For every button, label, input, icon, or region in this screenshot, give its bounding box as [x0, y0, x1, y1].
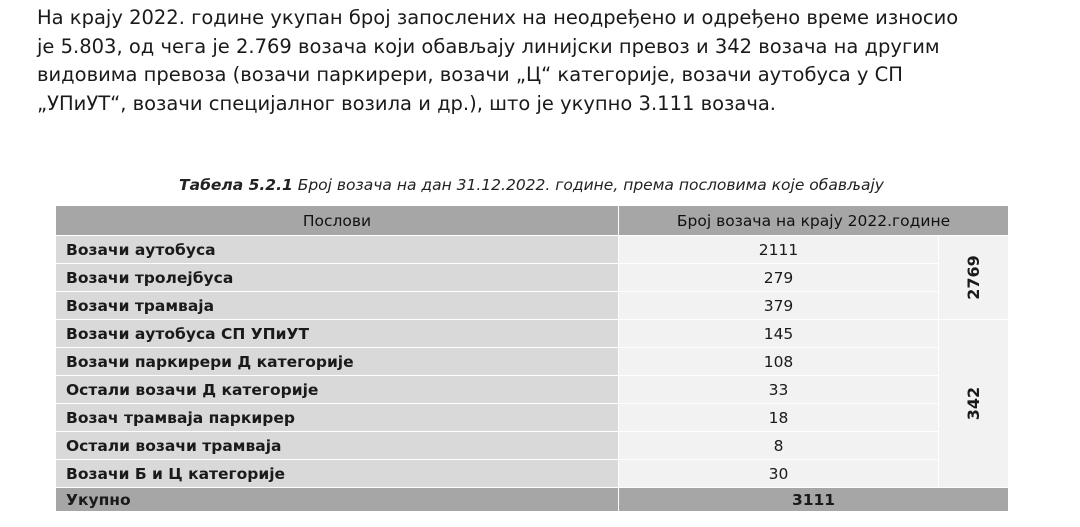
row-job: Возачи трамваја: [56, 292, 619, 320]
header-driver-count: Број возача на крају 2022.године: [619, 206, 1009, 236]
row-job: Возачи тролејбуса: [56, 264, 619, 292]
row-job: Остали возачи трамваја: [56, 432, 619, 460]
paragraph-line: је 5.803, од чега је 2.769 возача који обављају линијски превоз и 342 возача на другим: [37, 34, 940, 58]
row-count: 279: [619, 264, 939, 292]
intro-paragraph: [37, 4, 1037, 118]
group-total-other: [939, 320, 1009, 488]
paragraph-line: видовима превоза (возачи паркирери, возачи „Ц“ категорије, возачи аутобуса у СП: [37, 63, 903, 86]
row-count: 18: [619, 404, 939, 432]
table-row: [56, 376, 1009, 404]
total-label: Укупно: [56, 488, 619, 512]
table-total-row: [56, 488, 1009, 512]
paragraph-line: На крају 2022. године укупан број запослених на неодређено и одређено време износио: [37, 6, 959, 29]
row-count: 8: [619, 432, 939, 460]
row-job: Возачи Б и Ц категорије: [56, 460, 619, 488]
table-caption: [55, 176, 1008, 194]
row-job: Возач трамваја паркирер: [56, 404, 619, 432]
table-row: [56, 236, 1009, 264]
group-total-other-value: 342: [964, 386, 983, 421]
table-caption-label: Табела 5.2.1: [179, 176, 293, 194]
row-job: Возачи аутобуса: [56, 236, 619, 264]
row-count: 379: [619, 292, 939, 320]
table-row: [56, 320, 1009, 348]
row-count: 33: [619, 376, 939, 404]
row-count: 145: [619, 320, 939, 348]
paragraph-line: „УПиУТ“, возачи специјалног возила и др.), што је укупно 3.111 возача.: [37, 91, 776, 115]
table-caption-text: Број возача на дан 31.12.2022. године, према пословима које обављају: [292, 176, 884, 194]
group-total-linear: [939, 236, 1009, 320]
row-job: Возачи аутобуса СП УПиУТ: [56, 320, 619, 348]
row-count: 2111: [619, 236, 939, 264]
table-row: [56, 432, 1009, 460]
row-count: 30: [619, 460, 939, 488]
row-job: Возачи паркирери Д категорије: [56, 348, 619, 376]
row-count: 108: [619, 348, 939, 376]
table-header-row: [56, 206, 1009, 236]
table-row: [56, 348, 1009, 376]
table-row: [56, 460, 1009, 488]
drivers-table: [55, 205, 1009, 512]
total-value: 3111: [619, 488, 1009, 512]
table-row: [56, 264, 1009, 292]
header-jobs: Послови: [56, 206, 619, 236]
row-job: Остали возачи Д категорије: [56, 376, 619, 404]
table-row: [56, 292, 1009, 320]
group-total-linear-value: 2769: [964, 255, 983, 300]
table-row: [56, 404, 1009, 432]
